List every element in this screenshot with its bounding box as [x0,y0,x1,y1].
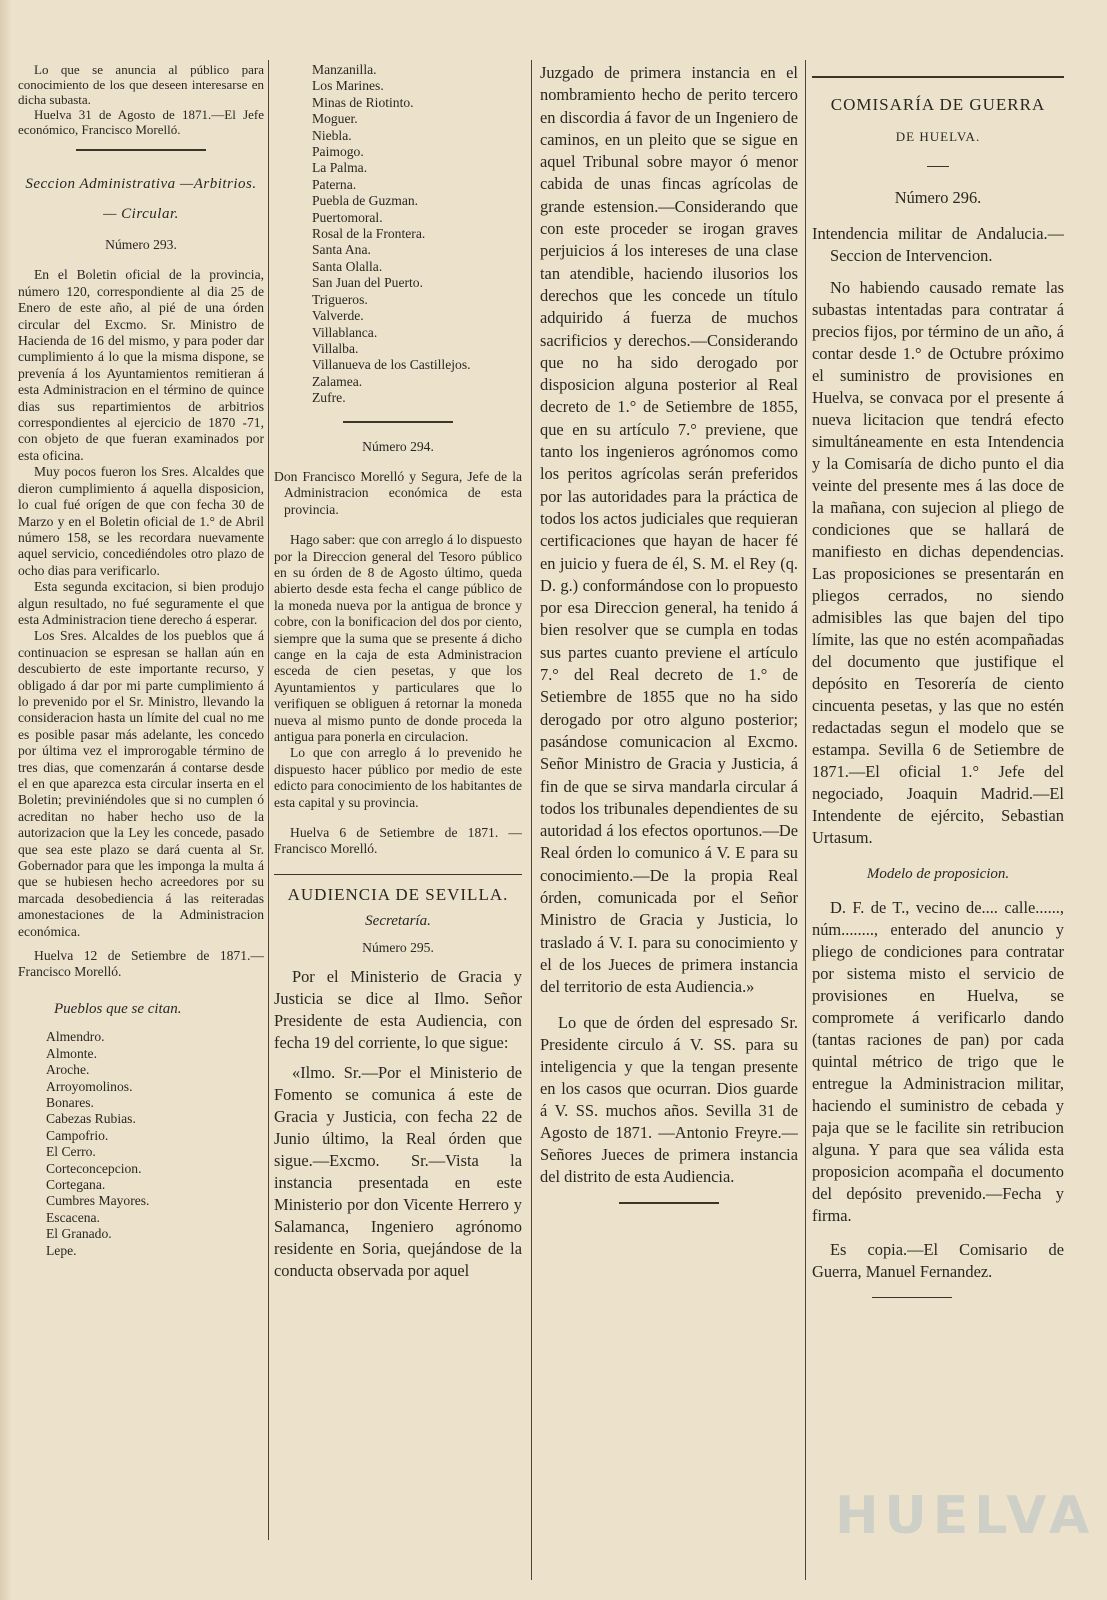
modelo-title: Modelo de proposicion. [866,866,1010,882]
town-item: Trigueros. [312,291,368,307]
town-item: Corteconcepcion. [46,1160,142,1176]
column-1 [18,62,264,1592]
column-3 [540,62,798,1592]
section-divider [274,874,522,875]
town-item: San Juan del Puerto. [312,275,424,291]
secretaria-label: Secretaría. [365,913,431,930]
column-2 [274,62,522,1592]
notice-number: Número 293. [105,237,177,252]
town-item: El Granado. [46,1226,112,1242]
town-item: Puertomoral. [312,209,383,225]
town-item: Cabezas Rubias. [46,1111,136,1127]
paragraph: Juzgado de primera instancia en el nombramiento hecho de perito tercero en discordia á favor de un Ingeniero de caminos, en un pleito que se sigue en aquel Tribunal sobre mayor ó menor cabida de unas fincas agrícolas de grande estension.—Considerando que con este proceder se irogan graves perjuicios á los intereses de una clase tan atendible, haciendo ilusorios los derechos que les concede un título adquirido á fuerza de muchos sacrificios y derechos.—Considerando que no ha sido derogado por disposicion alguna posterior al Real decreto de 1.° de Setiembre de 1855, que en su artículo 7.° previene, que tanto los ingenieros agrónomos como los peritos agrícolas serán preferidos por las autoridades para la práctica de todos los actos judiciales que requieran certificaciones que hayan de hacer fé en juicio y fuera de él, S. M. el Rey (q. D. g.) conformándose con lo propuesto por esa Direccion general, ha tenido á bien resolver que se cumpla en todas sus partes cuanto previene el artículo 7.° del Real decreto de 1.° de Setiembre de 1855 que no ha sido derogado por otro alguno posterior; pasándose comunicacion al Excmo. Señor Ministro de Gracia y Justicia, á fin de que se sirva mandarla circular á todos los tribunales dependientes de su autoridad á los efectos oportunos.—De Real órden lo comunico á V. E para su conocimiento.—De la propia Real órden, comunicada por el Señor Ministro de Gracia y Justicia, lo traslado á V. I. para su conocimiento y el de los Jueces de primera instancia del territorio de esta Audiencia.» [540,63,798,997]
town-item: Cumbres Mayores. [46,1193,150,1209]
paragraph: Los Sres. Alcaldes de los pueblos que á continuacion se espresan se hallan aún en descubierto de este importante recurso, y obligado á dar por mi parte cumplimiento á lo prevenido por el Sr. Ministro, llevando la consideracion hasta un límite del cual no me es posible pasar más adelante, les concedo por última vez el improrogable término de tres dias, que comenzarán á contarse desde el en que aparezca esta circular inserta en el Boletin; previniéndoles que si no cumplen ó acreditan no haber hecho uso de la autorizacion que la Ley les concede, pasado que sea este plazo se dará cuenta al Sr. Gobernador para que les imponga la multa á que se hubiesen hecho acreedores por su marcada desobediencia á las reiteradas amonestaciones de la Administracion económica. [18,628,264,939]
town-item: Valverde. [312,308,364,324]
column-divider [805,60,806,1580]
town-item: Rosal de la Frontera. [312,226,426,242]
town-item: Almonte. [46,1045,97,1061]
ministry-body [274,966,522,1282]
column-divider [268,60,269,1540]
paragraph: Esta segunda excitacion, si bien produjo algun resultado, no fué seguramente el que esta Administracion tiene derecho á esperar. [18,579,264,627]
edict-signoff: Huelva 6 de Setiembre de 1871. —Francisco Morelló. [274,825,522,857]
column-4 [812,62,1064,1592]
town-item: Puebla de Guzman. [312,193,419,209]
town-item: Manzanilla. [312,62,377,77]
paragraph: Lo que con arreglo á lo prevenido he dispuesto hacer público por medio de este edicto para conocimiento de los habitantes de esta capital y su provincia. [274,745,522,810]
town-item: Villablanca. [312,324,378,340]
notice-number: Número 295. [362,939,434,955]
town-item: Cortegana. [46,1176,106,1192]
section-divider [76,149,206,151]
section-divider [812,76,1064,78]
page-fold-shadow [0,0,12,1600]
edict-header: Don Francisco Morelló y Segura, Jefe de la Administracion económica de esta provincia. [274,468,522,517]
notice-number: Número 296. [894,188,982,207]
paragraph: Por el Ministerio de Gracia y Justicia se dice al Ilmo. Señor Presidente de esta Audiencia, con fecha 19 del corriente, lo que sigue: [274,967,522,1053]
town-item: Almendro. [46,1029,105,1045]
town-item: Paimogo. [312,144,364,160]
paragraph: Muy pocos fueron los Sres. Alcaldes que dieron cumplimiento á aquella disposicion, lo cual fué orígen de que con fecha 30 de Marzo y en el Boletin oficial de 1.° de Abril número 158, se les recordara nuevamente aquel servicio, concediéndoles otro plazo de ocho dias para verificarlo. [18,464,264,578]
paragraph: «Ilmo. Sr.—Por el Ministerio de Fomento se comunica á este de Gracia y Justicia, con fecha 22 de Junio último, la Real órden que sigue.—Excmo. Sr.—Vista la instancia presentada en este Ministerio por don Vicente Herrero y Salamanca, Ingeniero agrónomo residente en Soria, quejándose de la conducta observada por aquel [274,1063,522,1281]
town-item: Zufre. [312,390,346,406]
mini-divider [927,166,949,167]
town-item: Los Marines. [312,78,384,94]
notice-header: Intendencia militar de Andalucia.—Seccion de Intervencion. [812,224,1064,265]
section-divider [619,1202,719,1204]
column-divider [531,60,532,1580]
paragraph: No habiendo causado remate las subastas intentadas para contratar á precios fijos, por término de un año, á contar desde 1.° de Octubre próximo el suministro de provisiones en Huelva, se convaca por el presente á nueva licitacion que tendrá efecto simultáneamente en esta Intendencia y la Comisaría de dicho punto el dia veinte del presente mes á las doce de la mañana, con sujecion al pliego de condiciones que se hallará de manifiesto en dichas dependencias. Las proposiciones se presentarán en pliegos cerrados, no siendo admisibles las que bajen del tipo límite, las que no estén acompañadas del documento que justifique el depósito en Tesorería de ciento cincuenta pesetas, y las que no estén redactadas segun el modelo que se estampa. Sevilla 6 de Setiembre de 1871.—El oficial 1.° Jefe del negociado, Joaquin Madrid.—El Intendente de ejército, Sebastian Urtasum. [812,278,1064,847]
town-item: Minas de Riotinto. [312,94,414,110]
town-item: Santa Ana. [312,242,371,258]
section-divider [872,1297,952,1298]
town-item: Villanueva de los Castillejos. [312,357,471,373]
town-item: Aroche. [46,1062,90,1078]
paragraph: En el Boletin oficial de la provincia, número 120, correspondiente al dia 25 de Enero de este año, al pié de una órden circular del Excmo. Sr. Ministro de Hacienda de 16 del mismo, y para poder dar cumplimiento á lo que la misma dispone, se prevenía á los Ayuntamientos remitieran á esta Administracion en el término de quince dias sus repartimientos de arbitrios correspondientes al ejercicio de 1870 -71, con objeto de que fueran examinados por esta oficina. [18,267,264,463]
notice-number: Número 294. [362,438,434,454]
notice-intro: Lo que se anuncia al público para conocimiento de los que deseen interesarse en dicha subasta. [18,62,264,107]
town-item: Niebla. [312,127,352,143]
town-item: Paterna. [312,176,357,192]
town-item: Zalamea. [312,373,363,389]
paragraph: D. F. de T., vecino de.... calle......, núm........, enterado del anuncio y pliego de condiciones para contratar por sistema misto el servicio de provisiones en Huelva, se compromete á verificarlo dando (tantas raciones de pan) por cada quintal métrico de trigo que le entregue la Administracion militar, haciendo el suministro de cebada y paja que se le facilite sin retribucion alguna. Y para que sea válida esta proposicion acompaña el documento del depósito prevenido.—Fecha y firma. [812,898,1064,1225]
town-item: El Cerro. [46,1144,96,1160]
town-item: Moguer. [312,111,358,127]
paragraph: Es copia.—El Comisario de Guerra, Manuel Fernandez. [812,1240,1064,1281]
towns-list [46,1029,264,1259]
towns-list-continued [312,62,522,407]
section-divider [343,421,453,423]
paragraph: Lo que de órden del espresado Sr. Presidente circulo á V. SS. para su inteligencia y que la tengan presente en los casos que ocurran. Dios guarde á V. SS. muchos años. Sevilla 31 de Agosto de 1871. —Antonio Freyre.—Señores Jueces de primera instancia del distrito de esta Audiencia. [540,1013,798,1187]
town-item: Bonares. [46,1094,94,1110]
towns-title: Pueblos que se citan. [54,1000,182,1017]
town-item: Lepe. [46,1242,77,1258]
town-item: Escacena. [46,1209,100,1225]
comisaria-subtitle: DE HUELVA. [895,129,981,144]
circular-body [18,267,264,940]
circular-signoff: Huelva 12 de Setiembre de 1871.—Francisco Morelló. [18,948,264,980]
town-item: Santa Olalla. [312,258,383,274]
town-item: Campofrio. [46,1127,109,1143]
audiencia-title: AUDIENCIA DE SEVILLA. [287,884,509,904]
town-item: Villalba. [312,340,359,356]
town-item: La Palma. [312,160,368,176]
section-title: Seccion Administrativa —Arbitrios. — Circular. [25,176,257,222]
watermark: HUELVA [835,1486,1096,1546]
notice-signoff: Huelva 31 de Agosto de 1871.—El Jefe económico, Francisco Morelló. [18,107,264,137]
comisaria-title: COMISARÍA DE GUERRA [830,95,1046,114]
paragraph: Hago saber: que con arreglo á lo dispuesto por la Direccion general del Tesoro público en su órden de 8 de Agosto último, queda abierto desde esta fecha el cange público de la moneda nueva por la antigua de bronce y cobre, con la bonificacion del dos por ciento, siempre que la suma que se presente á dicho cange en la caja de esta Administracion esceda de cien pesetas, y que los Ayuntamientos y particulares que lo verifiquen se obliguen á retornar la moneda nueva al mismo punto de donde proceda la antigua para ponerla en circulacion. [274,532,522,745]
town-item: Arroyomolinos. [46,1078,133,1094]
